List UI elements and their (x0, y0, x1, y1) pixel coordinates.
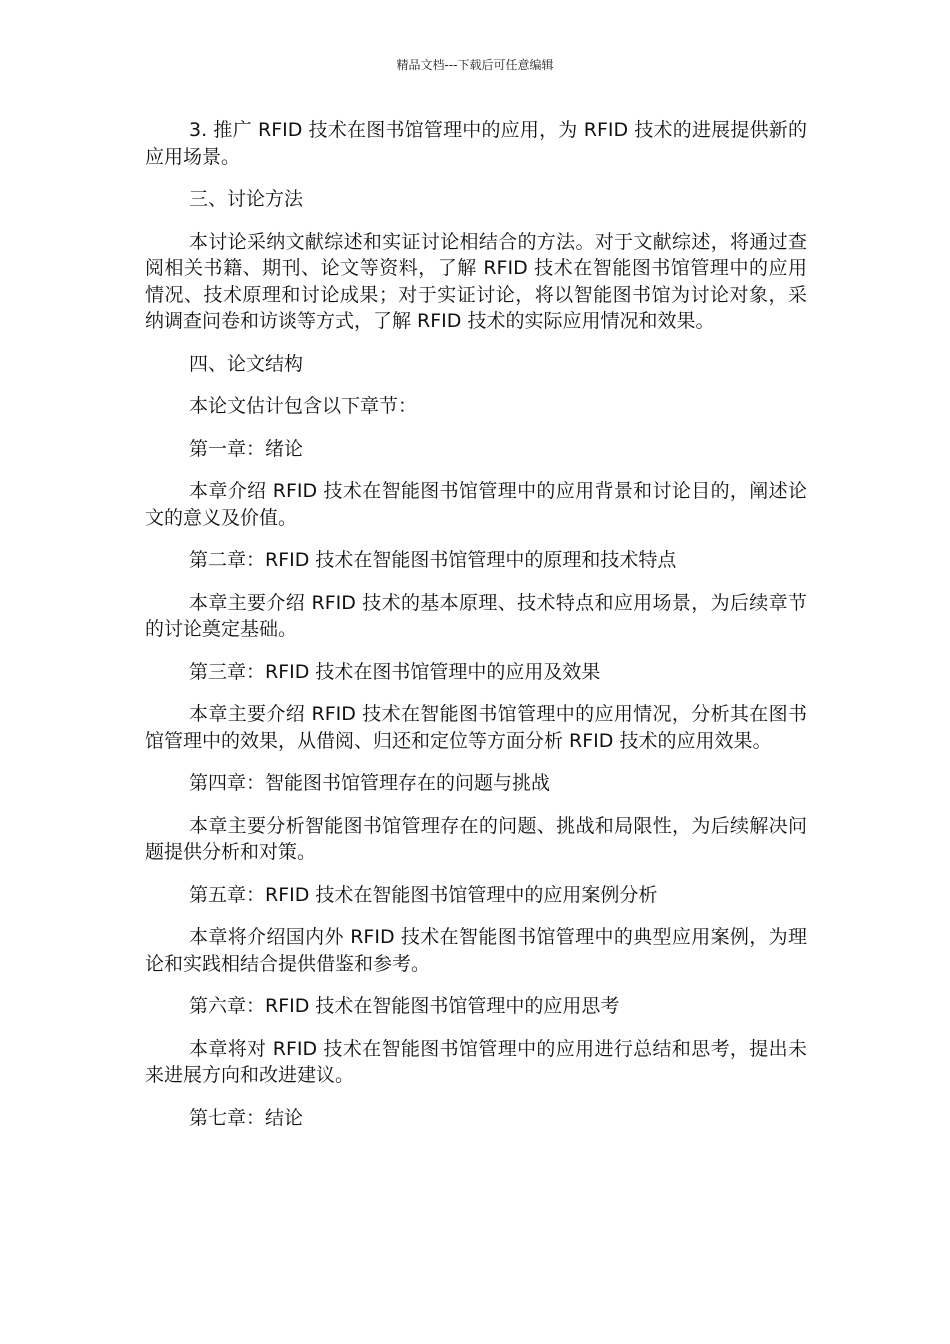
chapter-4-title: 第四章：智能图书馆管理存在的问题与挑战 (189, 772, 551, 794)
chapter-4-desc: 本章主要分析智能图书馆管理存在的问题、挑战和局限性，为后续解决问题提供分析和对策。 (145, 814, 807, 863)
chapter-1-desc: 本章介绍 RFID 技术在智能图书馆管理中的应用背景和讨论目的，阐述论文的意义及价值。 (145, 480, 807, 529)
chapter-7-title: 第七章：结论 (189, 1106, 304, 1129)
document-body (145, 117, 807, 1147)
section-heading-structure: 四、论文结构 (189, 352, 304, 375)
page-header: 精品文档---下载后可任意编辑 (396, 58, 554, 72)
paragraph-promote-rfid: 3. 推广 RFID 技术在图书馆管理中的应用，为 RFID 技术的进展提供新的应用场景。 (145, 119, 807, 168)
section-heading-methods: 三、讨论方法 (189, 188, 304, 210)
chapter-2-desc: 本章主要介绍 RFID 技术的基本原理、技术特点和应用场景，为后续章节的讨论奠定基础。 (145, 591, 807, 640)
chapter-3-desc: 本章主要介绍 RFID 技术在智能图书馆管理中的应用情况，分析其在图书馆管理中的效果，从借阅、归还和定位等方面分析 RFID 技术的应用效果。 (145, 703, 807, 752)
paragraph-structure-intro: 本论文估计包含以下章节： (189, 395, 418, 417)
chapter-5-desc: 本章将介绍国内外 RFID 技术在智能图书馆管理中的典型应用案例，为理论和实践相结合提供借鉴和参考。 (145, 926, 807, 975)
chapter-5-title: 第五章：RFID 技术在智能图书馆管理中的应用案例分析 (189, 883, 658, 906)
chapter-6-desc: 本章将对 RFID 技术在智能图书馆管理中的应用进行总结和思考，提出未来进展方向和改进建议。 (145, 1037, 807, 1086)
chapter-1-title: 第一章：绪论 (189, 437, 304, 460)
chapter-2-title: 第二章：RFID 技术在智能图书馆管理中的原理和技术特点 (189, 549, 677, 571)
chapter-6-title: 第六章：RFID 技术在智能图书馆管理中的应用思考 (189, 995, 620, 1017)
chapter-3-title: 第三章：RFID 技术在图书馆管理中的应用及效果 (189, 660, 601, 683)
paragraph-methods: 本讨论采纳文献综述和实证讨论相结合的方法。对于文献综述，将通过查阅相关书籍、期刊、论文等资料，了解 RFID 技术在智能图书馆管理中的应用情况、技术原理和讨论成果；对于实证讨论，将以智能图书馆为讨论对象，采纳调查问卷和访谈等方式，了解 RFID 技术的实际应用情况和效果。 (145, 230, 807, 332)
